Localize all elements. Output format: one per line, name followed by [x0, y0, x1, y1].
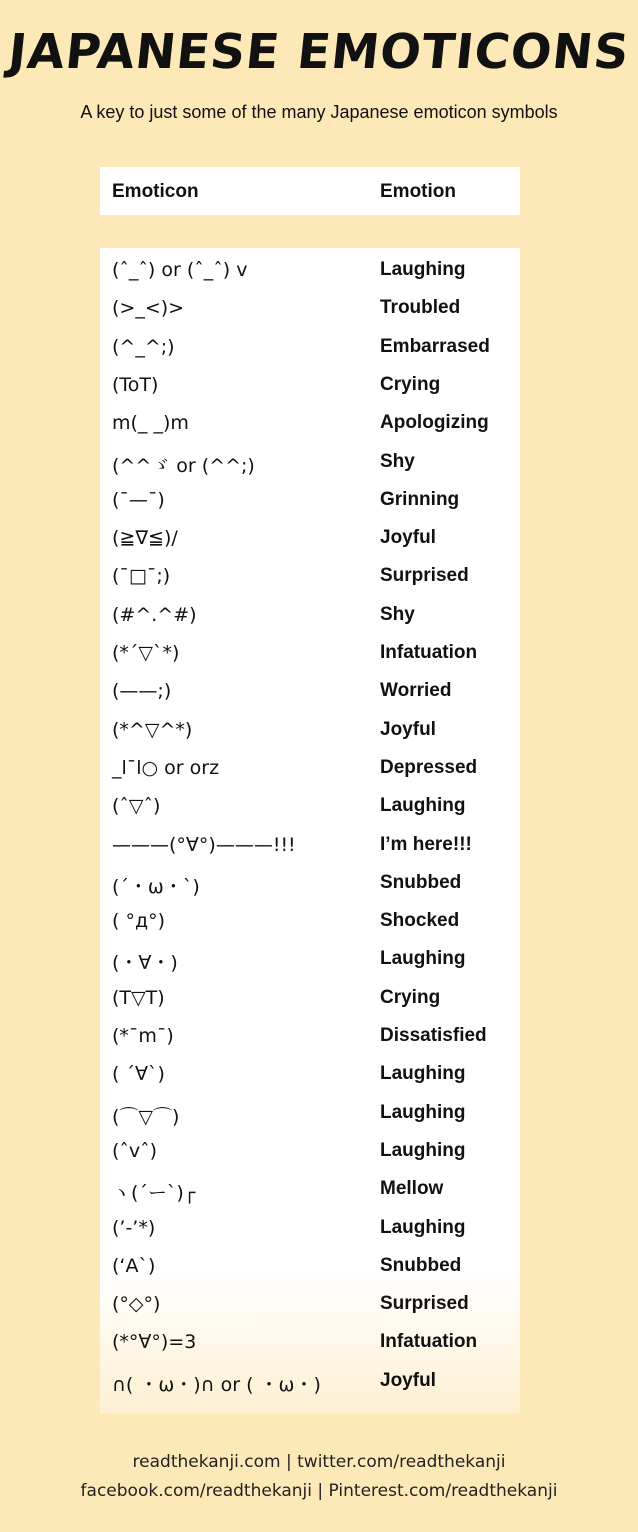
emoticon-cell: ∩( ・ω・)∩ or ( ・ω・) — [112, 1373, 321, 1396]
table-row — [100, 1054, 520, 1092]
emotion-cell: Crying — [380, 373, 441, 395]
emotion-cell: Laughing — [380, 1216, 466, 1238]
emotion-cell: Laughing — [380, 259, 466, 280]
emoticon-cell: (*^▽^*) — [112, 718, 193, 741]
table-row — [100, 1093, 520, 1131]
table-row — [100, 978, 520, 1016]
emoticon-cell: (⌒▽⌒) — [112, 1105, 180, 1128]
emoticon-cell: (*¯m¯) — [112, 1025, 174, 1047]
emotion-cell: Crying — [380, 986, 441, 1008]
emoticon-cell: (‘A`) — [112, 1254, 156, 1277]
emoticon-list — [100, 248, 520, 1414]
table-row — [100, 403, 520, 441]
emotion-cell: Surprised — [380, 1293, 469, 1315]
emotion-cell: Laughing — [380, 795, 466, 817]
emoticon-cell: (¯□¯;) — [112, 565, 171, 588]
emotion-cell: Joyful — [380, 527, 436, 549]
footer-line-2: facebook.com/readthekanji | Pinterest.com/readthekanji — [80, 1481, 558, 1501]
table-row — [100, 595, 520, 633]
table-row — [100, 1246, 520, 1284]
emotion-cell: Shocked — [380, 910, 460, 932]
table-header — [100, 167, 520, 215]
table-row — [100, 327, 520, 365]
emoticon-cell: _l¯l○ or orz — [112, 756, 220, 779]
emoticon-cell: (*°∀°)=3 — [112, 1331, 197, 1354]
table-row — [100, 710, 520, 748]
emoticon-cell: (´・ω・`) — [112, 875, 200, 898]
table-row — [100, 633, 520, 671]
table-row — [100, 480, 520, 518]
table-row — [100, 1169, 520, 1207]
emoticon-cell: (°◇°) — [112, 1293, 161, 1316]
table-row — [100, 1322, 520, 1360]
emotion-cell: Joyful — [380, 1369, 436, 1391]
table-row — [100, 1016, 520, 1054]
emotion-cell: Laughing — [380, 1139, 466, 1161]
table-row — [100, 518, 520, 556]
emotion-cell: Apologizing — [380, 412, 489, 434]
table-row — [100, 1284, 520, 1322]
emotion-cell: Infatuation — [380, 1331, 478, 1353]
emoticon-cell: ———(°∀°)———!!! — [112, 833, 296, 856]
table-row — [100, 1361, 520, 1399]
table-row — [100, 250, 520, 288]
emotion-cell: Shy — [380, 450, 415, 472]
emoticon-cell: (ˆ▽ˆ) — [112, 795, 161, 818]
emotion-cell: Infatuation — [380, 642, 478, 663]
emoticon-cell: ( ´∀`) — [112, 1063, 165, 1086]
emoticon-cell: (*´▽`*) — [112, 642, 180, 664]
emotion-cell: Laughing — [380, 1101, 466, 1123]
table-row — [100, 825, 520, 863]
emotion-cell: Depressed — [380, 756, 478, 778]
emotion-cell: Joyful — [380, 718, 436, 740]
emotion-cell: Embarrased — [380, 335, 490, 357]
emoticon-cell: (——;) — [112, 680, 172, 703]
emotion-cell: Dissatisfied — [380, 1025, 487, 1046]
emoticon-cell: (¯—¯) — [112, 488, 165, 511]
emoticon-cell: (#^.^#) — [112, 603, 197, 626]
emoticon-cell: m(_ _)m — [112, 412, 189, 435]
header-emotion: Emotion — [380, 181, 456, 202]
table-row — [100, 1208, 520, 1246]
emoticon-cell: ( °д°) — [112, 910, 166, 933]
emoticon-cell: (・∀・) — [112, 952, 178, 975]
emoticon-cell: ヽ(´ー`)┌ — [112, 1182, 196, 1205]
table-row — [100, 1131, 520, 1169]
table-row — [100, 939, 520, 977]
emotion-cell: Worried — [380, 680, 452, 702]
emoticon-cell: (^^ゞ or (^^;) — [112, 454, 255, 477]
emoticon-cell: (≧∇≦)/ — [112, 527, 178, 550]
header-emoticon: Emoticon — [112, 181, 199, 202]
table-row — [100, 863, 520, 901]
page-subtitle: A key to just some of the many Japanese emoticon symbols — [80, 102, 558, 122]
emotion-cell: Grinning — [380, 488, 460, 510]
page-title: JAPANESE EMOTICONS — [5, 24, 633, 80]
emotion-cell: Mellow — [380, 1178, 444, 1200]
emotion-cell: Snubbed — [380, 871, 462, 893]
emotion-cell: Troubled — [380, 297, 461, 319]
emoticon-cell: (ˆ_ˆ) or (ˆ_ˆ) v — [112, 259, 248, 281]
emotion-cell: Laughing — [380, 948, 466, 970]
table-row — [100, 901, 520, 939]
emotion-cell: I’m here!!! — [380, 833, 472, 855]
emoticon-cell: (^_^;) — [112, 335, 175, 358]
table-row — [100, 671, 520, 709]
table-row — [100, 748, 520, 786]
table-row — [100, 365, 520, 403]
table-row — [100, 786, 520, 824]
emotion-cell: Laughing — [380, 1063, 466, 1085]
emotion-cell: Surprised — [380, 565, 469, 587]
emoticon-cell: (ToT) — [112, 373, 159, 396]
emoticon-cell: (T▽T) — [112, 986, 165, 1009]
emoticon-cell: (>_<)> — [112, 297, 185, 320]
emotion-cell: Snubbed — [380, 1254, 462, 1276]
table-row — [100, 556, 520, 594]
footer-line-1: readthekanji.com | twitter.com/readthekanji — [132, 1452, 506, 1472]
emoticon-cell: (ˆvˆ) — [112, 1139, 158, 1162]
table-row — [100, 442, 520, 480]
emotion-cell: Shy — [380, 603, 415, 625]
table-row — [100, 288, 520, 326]
emoticon-cell: (’-’*) — [112, 1216, 156, 1239]
